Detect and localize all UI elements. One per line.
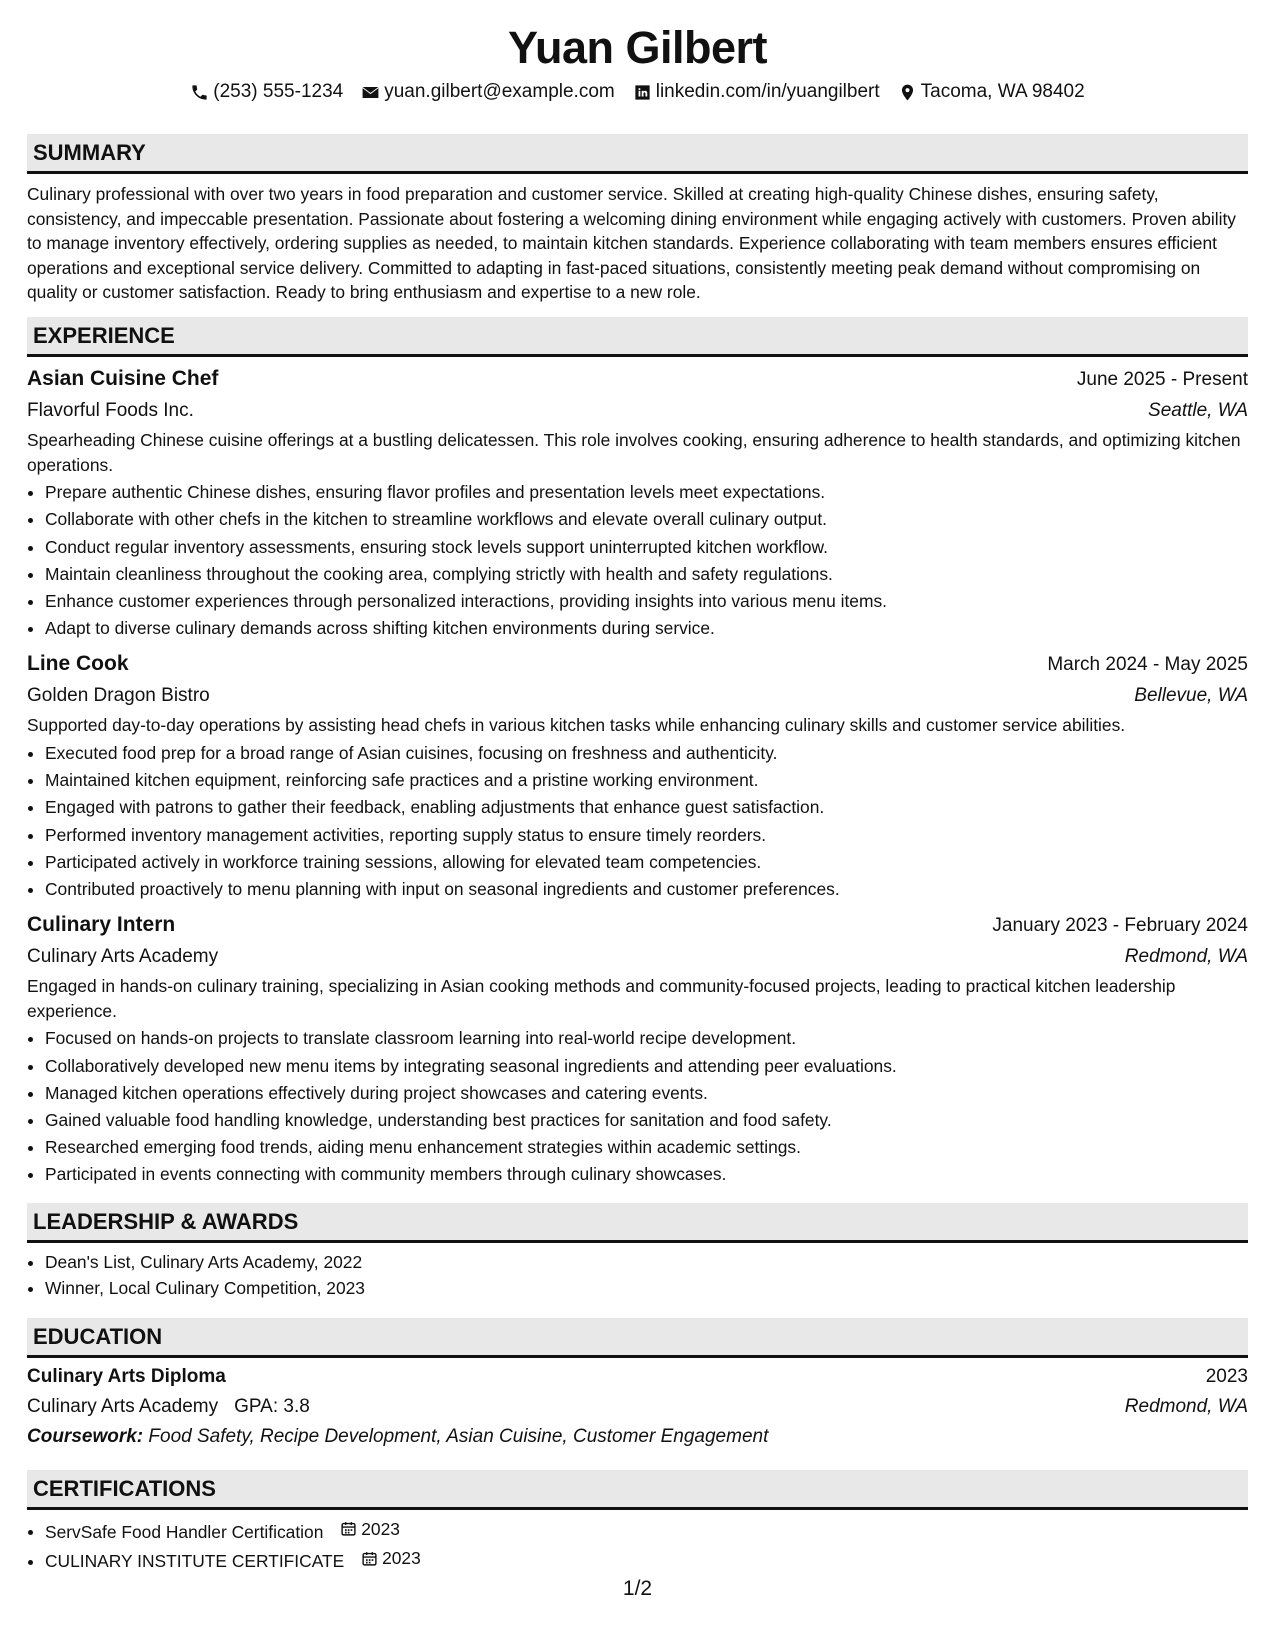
job-bullets bbox=[27, 479, 1248, 642]
job-description: Engaged in hands-on culinary training, specializing in Asian cooking methods and community-focused projects, leading to practical kitchen leadership experience. bbox=[27, 976, 1176, 1021]
job-bullets bbox=[27, 1025, 1248, 1188]
job-dates: January 2023 - February 2024 bbox=[992, 915, 1248, 937]
calendar-icon bbox=[340, 1520, 357, 1537]
contact-bar bbox=[27, 80, 1248, 104]
map-marker-icon bbox=[898, 83, 917, 102]
leadership-section bbox=[27, 1203, 1248, 1302]
experience-heading: EXPERIENCE bbox=[27, 317, 1248, 357]
list-item: • Executed food prep for a broad range of Asian cuisines, focusing on freshness and authenticity. bbox=[45, 740, 1248, 767]
calendar-icon bbox=[361, 1550, 378, 1567]
job-entry bbox=[27, 909, 1248, 1188]
job-title: Culinary Intern bbox=[27, 913, 176, 937]
certification-year: 2023 bbox=[382, 1547, 421, 1568]
contact-email[interactable] bbox=[361, 80, 615, 104]
list-item: • Participated actively in workforce training sessions, allowing for elevated team competencies. bbox=[45, 849, 1248, 876]
certification-name: ServSafe Food Handler Certification bbox=[45, 1521, 324, 1542]
school-line bbox=[27, 1392, 310, 1422]
list-item: • Maintain cleanliness throughout the cooking area, complying strictly with health and safety regulations. bbox=[45, 561, 1248, 588]
job-location: Redmond, WA bbox=[1124, 946, 1248, 968]
summary-text: Culinary professional with over two years in food preparation and customer service. Skilled at creating high-quality Chinese dishes, ensuring safety, consistency, and impeccable presentation. Passionate about fostering a welcoming dining environment while engaging actively with customers. Proven ability to manage inventory effectively, ordering supplies as needed, to maintain kitchen standards. Experience collaborating with team members ensures efficient operations and exceptional service delivery. Committed to adapting in fast-paced situations, consistently meeting peak demand without compromising on quality or customer satisfaction. Ready to bring enthusiasm and expertise to a new role. bbox=[27, 184, 1236, 303]
list-item: • Collaboratively developed new menu items by integrating seasonal ingredients and attending peer evaluations. bbox=[45, 1053, 1248, 1080]
list-item: • Gained valuable food handling knowledge, understanding best practices for sanitation and food safety. bbox=[45, 1107, 1248, 1134]
certification-date bbox=[340, 1516, 400, 1543]
candidate-name: Yuan Gilbert bbox=[507, 22, 768, 73]
coursework-label: Coursework: bbox=[27, 1425, 144, 1447]
job-company: Golden Dragon Bistro bbox=[27, 685, 210, 707]
job-bullets bbox=[27, 740, 1248, 903]
list-item: • Prepare authentic Chinese dishes, ensuring flavor profiles and presentation levels meet expectations. bbox=[45, 479, 1248, 506]
list-item: • Contributed proactively to menu planning with input on seasonal ingredients and customer preferences. bbox=[45, 876, 1248, 903]
list-item: • Focused on hands-on projects to translate classroom learning into real-world recipe development. bbox=[45, 1025, 1248, 1052]
gpa: GPA: 3.8 bbox=[234, 1395, 310, 1417]
contact-location bbox=[898, 80, 1085, 104]
contact-phone bbox=[190, 80, 343, 104]
job-entry bbox=[27, 648, 1248, 903]
certifications-section bbox=[27, 1470, 1248, 1575]
degree-year: 2023 bbox=[1205, 1365, 1248, 1387]
education-section bbox=[27, 1318, 1248, 1452]
leadership-heading: LEADERSHIP & AWARDS bbox=[27, 1203, 1248, 1243]
degree-title: Culinary Arts Diploma bbox=[27, 1365, 226, 1387]
job-description: Supported day-to-day operations by assisting head chefs in various kitchen tasks while enhancing culinary skills and customer service abilities. bbox=[27, 715, 1126, 736]
job-entry bbox=[27, 363, 1248, 642]
list-item: • Managed kitchen operations effectively during project showcases and catering events. bbox=[45, 1080, 1248, 1107]
list-item: • Adapt to diverse culinary demands across shifting kitchen environments during service. bbox=[45, 615, 1248, 642]
job-dates: June 2025 - Present bbox=[1076, 368, 1248, 390]
coursework bbox=[27, 1422, 1248, 1452]
experience-section bbox=[27, 317, 1248, 1189]
list-item: • Participated in events connecting with community members through culinary showcases. bbox=[45, 1161, 1248, 1188]
summary-heading: SUMMARY bbox=[27, 134, 1248, 174]
job-title: Asian Cuisine Chef bbox=[27, 366, 219, 390]
list-item: • Winner, Local Culinary Competition, 2023 bbox=[45, 1275, 1248, 1302]
list-item: • Enhance customer experiences through personalized interactions, providing insights into various menu items. bbox=[45, 588, 1248, 615]
linkedin-icon bbox=[633, 83, 652, 102]
linkedin-link[interactable]: linkedin.com/in/yuangilbert bbox=[655, 81, 880, 102]
email-link[interactable]: yuan.gilbert@example.com bbox=[384, 81, 615, 102]
list-item: • Performed inventory management activities, reporting supply status to ensure timely reorders. bbox=[45, 822, 1248, 849]
list-item: • Dean's List, Culinary Arts Academy, 2022 bbox=[45, 1249, 1248, 1276]
education-heading: EDUCATION bbox=[27, 1318, 1248, 1358]
certification-year: 2023 bbox=[361, 1518, 400, 1539]
job-location: Bellevue, WA bbox=[1134, 685, 1248, 707]
leadership-list bbox=[27, 1249, 1248, 1302]
contact-linkedin[interactable] bbox=[633, 80, 880, 104]
coursework-list: Food Safety, Recipe Development, Asian Cuisine, Customer Engagement bbox=[148, 1425, 769, 1447]
phone-icon bbox=[190, 83, 209, 102]
school-location: Redmond, WA bbox=[1124, 1395, 1248, 1417]
job-company: Flavorful Foods Inc. bbox=[27, 399, 194, 421]
job-location: Seattle, WA bbox=[1148, 399, 1248, 421]
job-description: Spearheading Chinese cuisine offerings at a bustling delicatessen. This role involves cooking, ensuring adherence to health standards, and optimizing kitchen operations. bbox=[27, 429, 1241, 475]
phone-text: (253) 555-1234 bbox=[213, 81, 344, 102]
school-name: Culinary Arts Academy bbox=[27, 1395, 219, 1417]
summary-section bbox=[27, 134, 1248, 305]
envelope-icon bbox=[361, 83, 380, 102]
location-text: Tacoma, WA 98402 bbox=[920, 81, 1085, 102]
page-number: 1/2 bbox=[622, 1577, 653, 1600]
certification-name: CULINARY INSTITUTE CERTIFICATE bbox=[45, 1550, 345, 1571]
job-company: Culinary Arts Academy bbox=[27, 946, 219, 968]
list-item: • Maintained kitchen equipment, reinforcing safe practices and a pristine working environment. bbox=[45, 767, 1248, 794]
certifications-heading: CERTIFICATIONS bbox=[27, 1470, 1248, 1510]
job-title: Line Cook bbox=[27, 652, 129, 676]
list-item: • Conduct regular inventory assessments, ensuring stock levels support uninterrupted kitchen workflow. bbox=[45, 534, 1248, 561]
certifications-list bbox=[27, 1516, 1248, 1575]
certification-date bbox=[361, 1545, 421, 1572]
list-item: • Collaborate with other chefs in the kitchen to streamline workflows and elevate overall culinary output. bbox=[45, 506, 1248, 533]
job-dates: March 2024 - May 2025 bbox=[1047, 654, 1248, 676]
list-item bbox=[45, 1545, 1248, 1574]
list-item: • Researched emerging food trends, aiding menu enhancement strategies within academic settings. bbox=[45, 1134, 1248, 1161]
list-item bbox=[45, 1516, 1248, 1545]
list-item: • Engaged with patrons to gather their feedback, enabling adjustments that enhance guest satisfaction. bbox=[45, 794, 1248, 821]
